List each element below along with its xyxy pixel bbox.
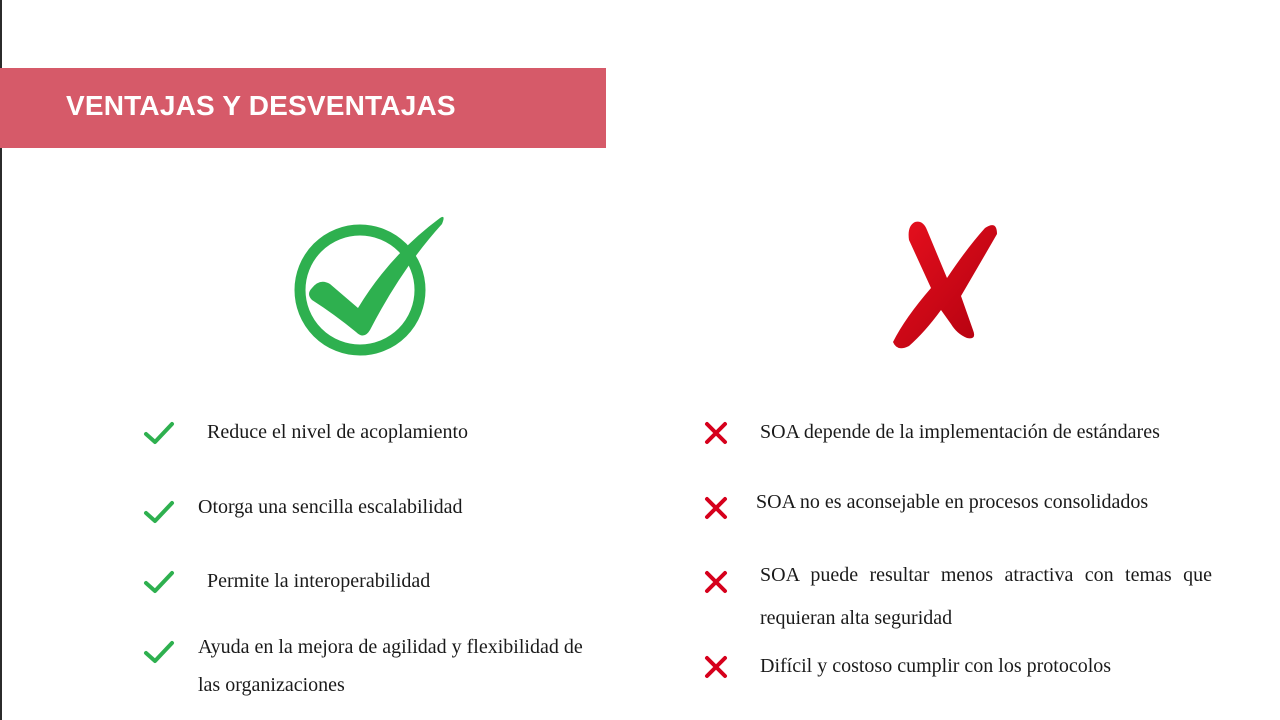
check-icon [143, 640, 175, 664]
advantage-text: Permite la interoperabilidad [207, 570, 431, 592]
check-circle-icon [290, 210, 450, 360]
check-icon [143, 570, 175, 594]
page-title: VENTAJAS Y DESVENTAJAS [66, 90, 456, 121]
advantage-text: Ayuda en la mejora de agilidad y flexibilidad de las organizaciones [198, 636, 583, 696]
disadvantage-text: SOA no es aconsejable en procesos consolidados [756, 491, 1149, 513]
title-banner [0, 68, 606, 148]
disadvantage-text: SOA depende de la implementación de estándares [760, 421, 1160, 443]
disadvantage-text: Difícil y costoso cumplir con los protocolos [760, 655, 1112, 677]
x-icon [704, 570, 728, 594]
x-icon [704, 421, 728, 445]
advantage-text: Otorga una sencilla escalabilidad [198, 496, 463, 518]
check-icon [143, 421, 175, 445]
check-icon [143, 500, 175, 524]
red-x-icon [885, 218, 1000, 350]
disadvantage-text: SOA puede resultar menos atractiva con temas que requieran alta seguridad [760, 564, 1212, 629]
advantage-text: Reduce el nivel de acoplamiento [207, 421, 469, 443]
x-icon [704, 496, 728, 520]
x-icon [704, 655, 728, 679]
